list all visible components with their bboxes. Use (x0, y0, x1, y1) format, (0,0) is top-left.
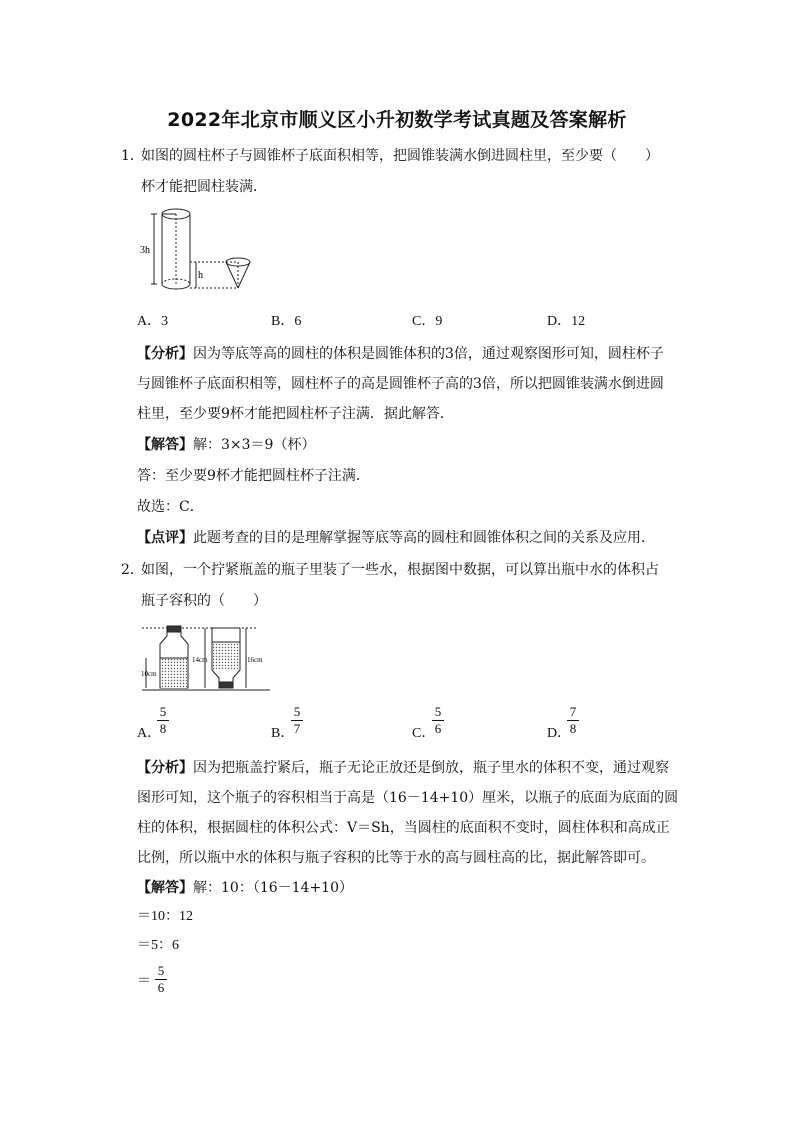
q1-stem-line2: 杯才能把圆柱装满． (141, 179, 267, 195)
q2-analysis-tag: 【分析】 (137, 760, 193, 776)
q2-option-a-den: 8 (159, 721, 167, 736)
q2-option-c-den: 6 (434, 721, 442, 736)
q2-solution (137, 878, 353, 898)
q1-option-d-letter: D． (547, 314, 572, 329)
q1-stem-line1: 如图的圆柱杯子与圆锥杯子底面积相等，把圆锥装满水倒进圆柱里，至少要（ ） (141, 148, 659, 164)
q2-option-a-num: 5 (159, 704, 167, 719)
q2-step3-num: 5 (157, 963, 165, 978)
q1-option-a (137, 312, 168, 332)
q1-analysis-line3: 柱里，至少要9杯才能把圆柱杯子注满．据此解答． (137, 406, 454, 422)
q1-option-b (271, 312, 301, 332)
q1-figure-label-3h: 3h (140, 245, 150, 256)
q2-step3-den: 6 (157, 980, 165, 995)
q1-comment (137, 528, 655, 548)
q2-option-b-fraction (291, 705, 303, 736)
q2-figure (140, 622, 275, 692)
q2-stem-line1: 如图，一个拧紧瓶盖的瓶子里装了一些水，根据图中数据，可以算出瓶中水的体积占 (141, 562, 659, 578)
q2-option-b-den: 7 (293, 721, 301, 736)
q1-answer: 答：至少要9杯才能把圆柱杯子注满． (137, 468, 370, 484)
q1-solution (137, 435, 315, 455)
q1-solution-text: 解：3×3＝9（杯） (193, 437, 316, 453)
q2-figure-label-16cm: 16cm (247, 656, 263, 664)
q1-analysis-tag: 【分析】 (137, 346, 193, 362)
q2-option-c-letter: C． (412, 726, 436, 741)
q1-analysis-line1 (137, 344, 664, 364)
q1-option-c-value: 9 (435, 314, 443, 329)
q1-option-d-value: 12 (571, 314, 586, 329)
q2-option-b-letter: B． (271, 726, 295, 741)
q1-option-a-letter: A． (137, 314, 162, 329)
page-title: 2022年北京市顺义区小升初数学考试真题及答案解析 (167, 109, 627, 131)
q2-option-d-letter: D． (547, 726, 572, 741)
q2-step3-eq: ＝ (137, 974, 151, 989)
q2-solution-tag: 【解答】 (137, 880, 193, 896)
q1-comment-tag: 【点评】 (137, 530, 193, 546)
q2-analysis-line1 (137, 758, 669, 778)
q2-option-c-num: 5 (434, 704, 442, 719)
q2-stem-line2: 瓶子容积的（ ） (141, 593, 267, 609)
q1-analysis-text1: 因为等底等高的圆柱的体积是圆锥体积的3倍，通过观察图形可知，圆柱杯子 (193, 346, 664, 362)
q1-comment-text: 此题考查的目的是理解掌握等底等高的圆柱和圆锥体积之间的关系及应用． (193, 530, 655, 546)
q2-option-a-fraction (157, 705, 169, 736)
q2-figure-label-10cm: 10cm (141, 670, 157, 678)
q1-option-c (412, 312, 442, 332)
q2-figure-label-14cm: 14cm (192, 656, 208, 664)
q2-number: 2． (121, 562, 144, 578)
q2-option-d-num: 7 (569, 704, 577, 719)
q2-analysis-line2: 图形可知，这个瓶子的容积相当于高是（16－14+10）厘米，以瓶子的底面为底面的圆 (137, 790, 679, 806)
q1-solution-tag: 【解答】 (137, 437, 193, 453)
q1-option-a-value: 3 (161, 314, 169, 329)
q2-step1: ＝10：12 (137, 909, 193, 924)
q1-option-b-letter: B． (271, 314, 295, 329)
q2-option-a-letter: A． (137, 726, 162, 741)
q2-analysis-line4: 比例，所以瓶中水的体积与瓶子容积的比等于水的高与圆柱高的比，据此解答即可。 (137, 850, 655, 866)
q2-analysis-line3: 柱的体积，根据圆柱的体积公式：V＝Sh，当圆柱的底面积不变时，圆柱体积和高成正 (137, 820, 670, 836)
q2-solution-text: 解：10：（16－14+10） (193, 880, 353, 896)
q1-number: 1． (121, 148, 144, 164)
q2-option-d-fraction (567, 705, 579, 736)
q1-figure (136, 202, 266, 302)
q1-option-b-value: 6 (294, 314, 302, 329)
q1-figure-label-h: h (198, 270, 203, 281)
q2-option-c-fraction (432, 705, 444, 736)
q2-step2: ＝5：6 (137, 938, 179, 953)
q1-option-d (547, 312, 585, 332)
q2-option-d-den: 8 (569, 721, 577, 736)
q2-option-b-num: 5 (293, 704, 301, 719)
q1-analysis-line2: 与圆锥杯子底面积相等，圆柱杯子的高是圆锥杯子高的3倍，所以把圆锥装满水倒进圆 (137, 376, 664, 392)
q2-step3-fraction (155, 964, 167, 995)
q2-analysis-text1: 因为把瓶盖拧紧后，瓶子无论正放还是倒放，瓶子里水的体积不变，通过观察 (193, 760, 669, 776)
q1-option-c-letter: C． (412, 314, 436, 329)
q1-choice: 故选：C． (137, 499, 204, 515)
